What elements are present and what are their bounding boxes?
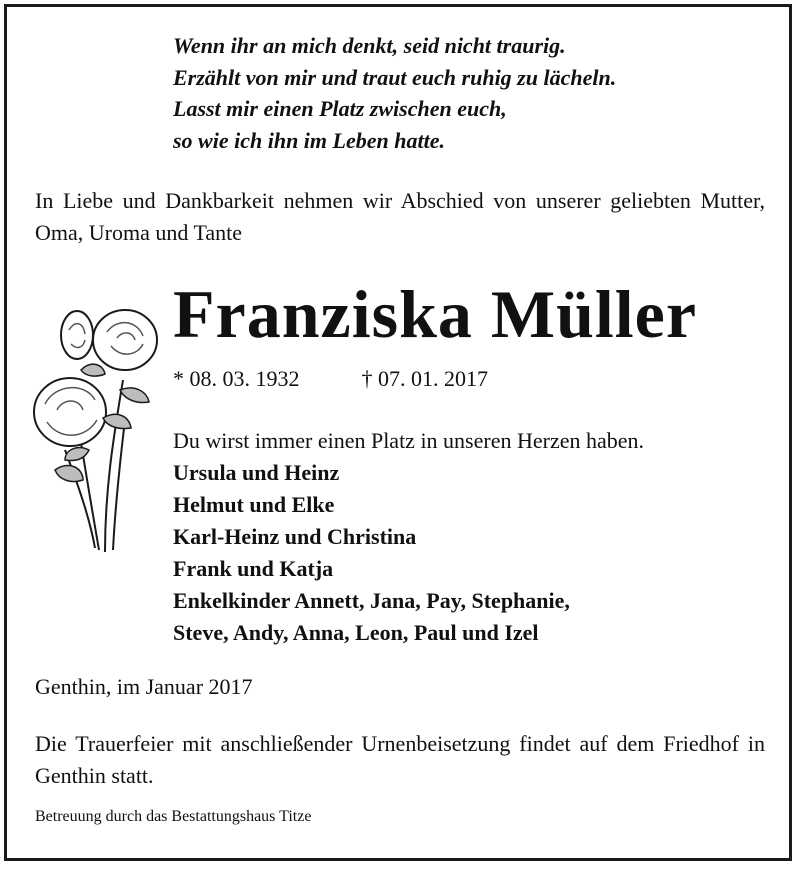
intro-text: In Liebe und Dankbarkeit nehmen wir Abschied von unserer geliebten Mutter, Oma, Uroma und Tante xyxy=(35,188,765,245)
family-member: Frank und Katja xyxy=(173,556,334,581)
poem xyxy=(173,30,616,156)
roses-illustration xyxy=(25,300,175,560)
funeral-note: Die Trauerfeier mit anschließender Urnenbeisetzung findet auf dem Friedhof in Genthin statt. xyxy=(35,731,765,788)
poem-line: so wie ich ihn im Leben hatte. xyxy=(173,127,445,153)
poem-line: Wenn ihr an mich denkt, seid nicht traurig. xyxy=(173,33,566,58)
poem-line: Erzählt von mir und traut euch ruhig zu lächeln. xyxy=(173,64,617,90)
deceased-name: Franziska Müller xyxy=(173,276,698,352)
family-block xyxy=(173,425,644,649)
place-date: Genthin, im Januar 2017 xyxy=(35,674,253,699)
poem-line: Lasst mir einen Platz zwischen euch, xyxy=(173,96,507,121)
family-motto: Du wirst immer einen Platz in unseren Herzen haben. xyxy=(173,428,645,453)
family-member: Karl-Heinz und Christina xyxy=(173,524,417,549)
birth-date: * 08. 03. 1932 xyxy=(173,366,300,391)
life-dates xyxy=(173,364,488,394)
family-member: Ursula und Heinz xyxy=(173,460,340,485)
undertaker-note: Betreuung durch das Bestattungshaus Titze xyxy=(35,808,312,825)
death-date: † 07. 01. 2017 xyxy=(361,366,488,391)
family-member: Helmut und Elke xyxy=(173,492,335,517)
family-member: Steve, Andy, Anna, Leon, Paul und Izel xyxy=(173,620,539,645)
family-member: Enkelkinder Annett, Jana, Pay, Stephanie, xyxy=(173,588,570,613)
